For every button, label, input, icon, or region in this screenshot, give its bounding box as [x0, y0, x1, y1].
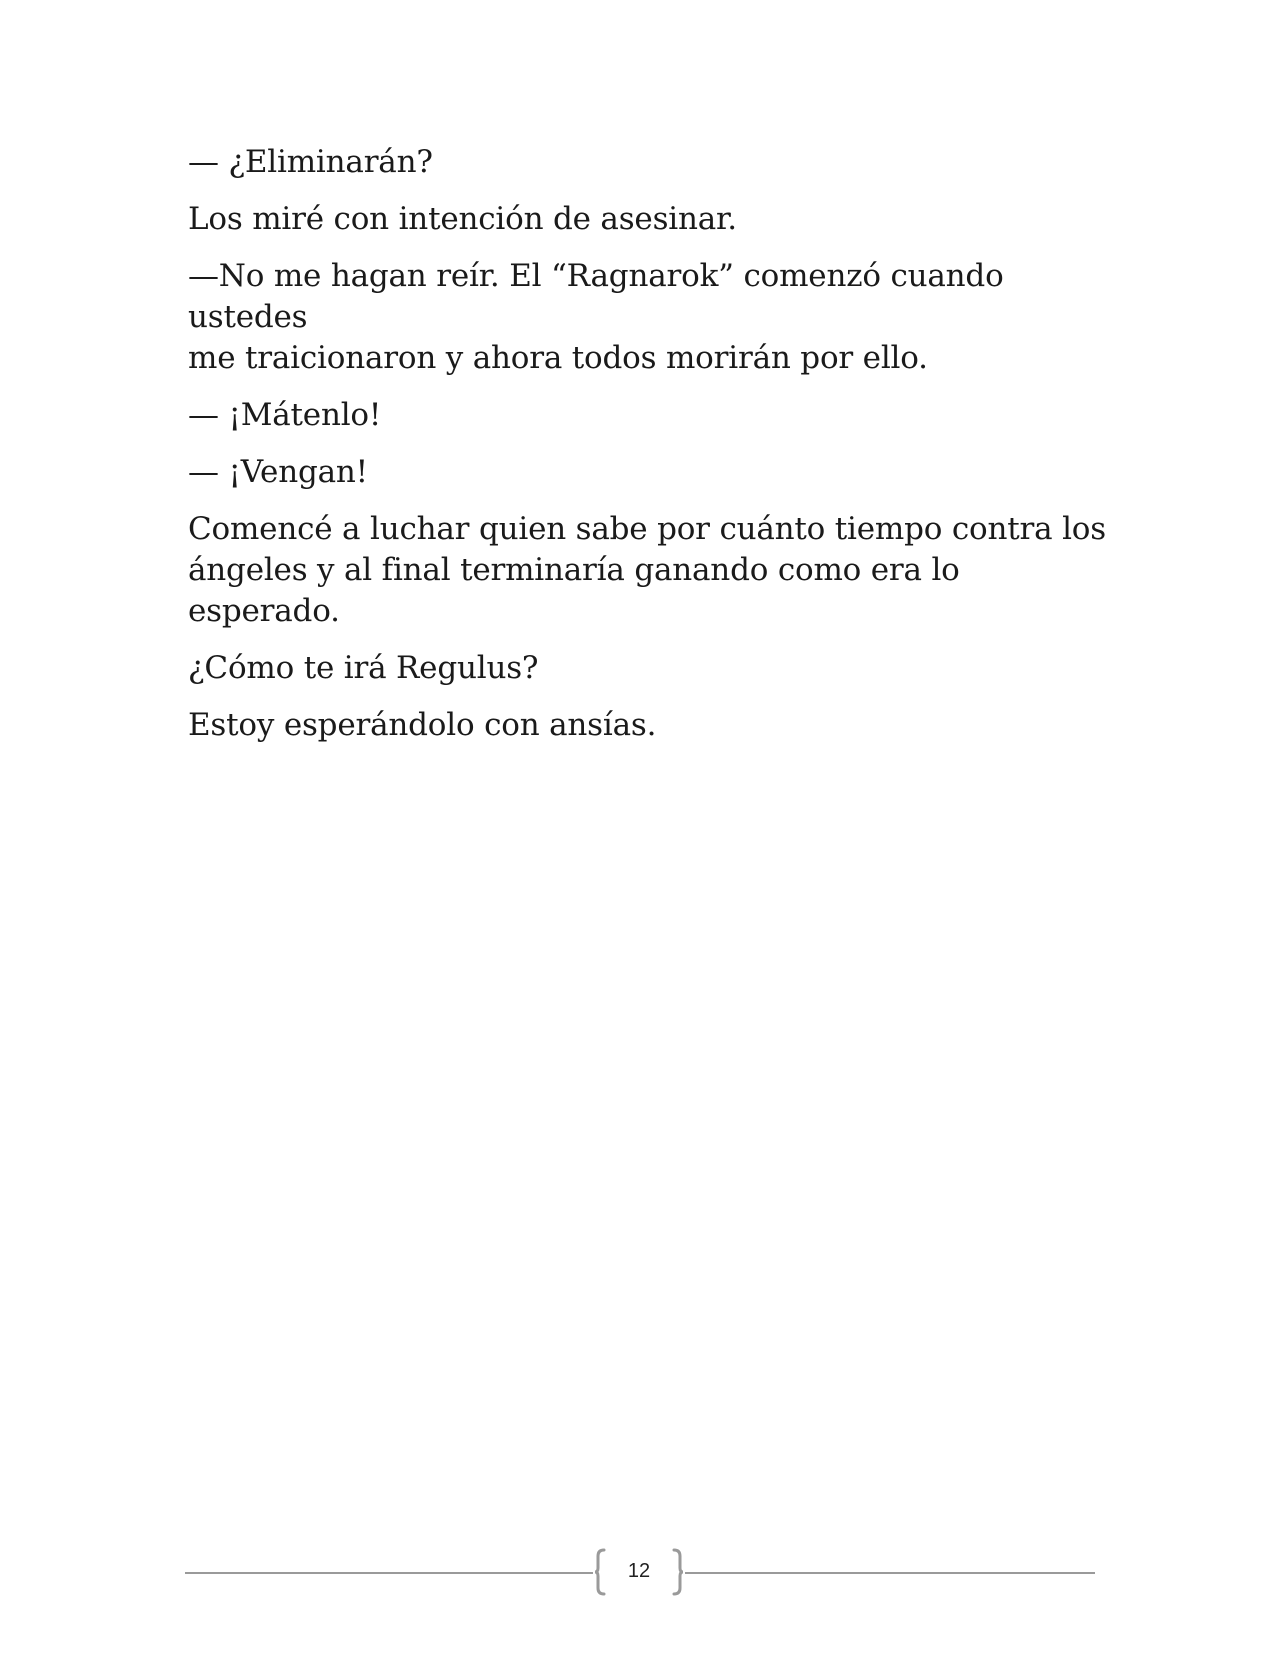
- paragraph-5: — ¡Vengan!: [188, 454, 368, 490]
- paragraph-1: — ¿Eliminarán?: [188, 144, 433, 180]
- paragraph-6: Comencé a luchar quien sabe por cuánto tiempo contra los ángeles y al final terminaría ganando como era lo esperado.: [188, 511, 1106, 629]
- paragraph-4: — ¡Mátenlo!: [188, 397, 382, 433]
- left-brace-icon: [593, 1548, 607, 1596]
- page-number: 12: [627, 1560, 651, 1582]
- footer-rule-right: [685, 1572, 1095, 1574]
- page-footer: [185, 1548, 1095, 1596]
- paragraph-3: —No me hagan reír. El “Ragnarok” comenzó cuando ustedes me traicionaron y ahora todos morirán por ello.: [188, 258, 1004, 376]
- footer-rule-left: [185, 1572, 593, 1574]
- right-brace-icon: [671, 1548, 685, 1596]
- body-text: [188, 142, 1108, 762]
- paragraph-2: Los miré con intención de asesinar.: [188, 201, 737, 237]
- paragraph-7: ¿Cómo te irá Regulus?: [188, 650, 539, 686]
- paragraph-8: Estoy esperándolo con ansías.: [188, 707, 657, 743]
